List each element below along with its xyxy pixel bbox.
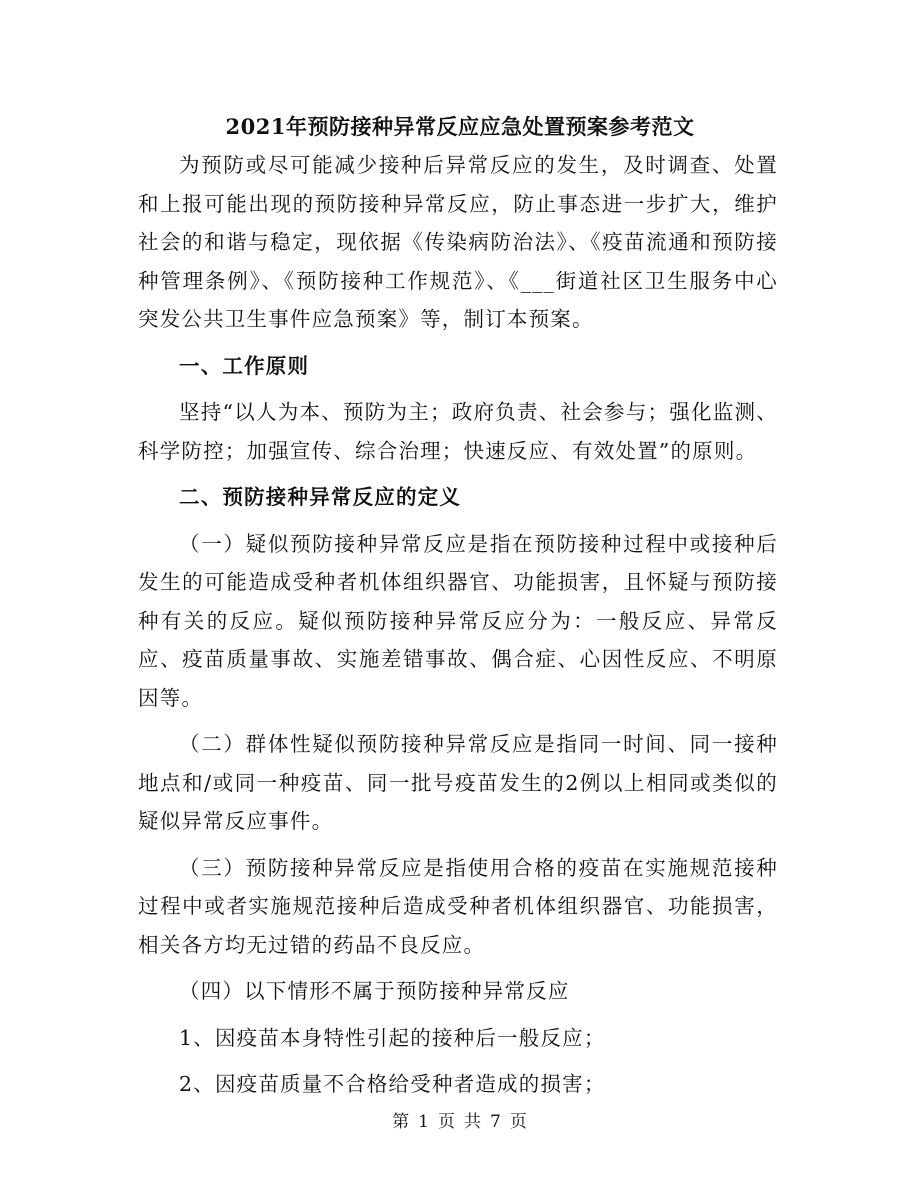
footer-current-page: 1 <box>418 1112 430 1132</box>
footer-total-pages: 7 <box>490 1112 502 1132</box>
paragraph-definition-1: （一）疑似预防接种异常反应是指在预防接种过程中或接种后发生的可能造成受种者机体组织器官、功能损害，且怀疑与预防接种有关的反应。疑似预防接种异常反应分为：一般反应、异常反应、疫苗质量事故、实施差错事故、偶合症、心因性反应、不明原因等。 <box>138 531 778 710</box>
paragraph-intro: 为预防或尽可能减少接种后异常反应的发生，及时调查、处置和上报可能出现的预防接种异常反应，防止事态进一步扩大，维护社会的和谐与稳定，现依据《传染病防治法》、《疫苗流通和预防接种管理条例》、《预防接种工作规范》、《___街道社区卫生服务中心突发公共卫生事件应急预案》等，制订本预案。 <box>138 153 778 331</box>
footer-label-total: 共 <box>464 1112 482 1132</box>
footer-label-page-unit: 页 <box>438 1112 456 1132</box>
section-heading-definitions: 二、预防接种异常反应的定义 <box>179 485 462 509</box>
document-body <box>138 146 778 1112</box>
section-heading-principles: 一、工作原则 <box>179 353 310 378</box>
paragraph-definition-4: （四）以下情形不属于预防接种异常反应 <box>179 979 570 1003</box>
list-item-2: 2、因疫苗质量不合格给受种者造成的损害； <box>179 1072 606 1096</box>
list-item-1: 1、因疫苗本身特性引起的接种后一般反应； <box>179 1025 606 1050</box>
paragraph-definition-2: （二）群体性疑似预防接种异常反应是指同一时间、同一接种地点和/或同一种疫苗、同一批号疫苗发生的2例以上相同或类似的疑似异常反应事件。 <box>138 732 778 833</box>
paragraph-definition-3: （三）预防接种异常反应是指使用合格的疫苗在实施规范接种过程中或者实施规范接种后造成受种者机体组织器官、功能损害，相关各方均无过错的药品不良反应。 <box>138 855 778 957</box>
footer-label-page: 第 <box>392 1112 411 1132</box>
paragraph-principles: 坚持“以人为本、预防为主；政府负责、社会参与；强化监测、科学防控；加强宣传、综合治理；快速反应、有效处置”的原则。 <box>138 400 778 463</box>
document-title: 2021年预防接种异常反应应急处置预案参考范文 <box>225 114 695 139</box>
page-footer <box>0 1110 920 1134</box>
footer-label-total-unit: 页 <box>509 1112 528 1132</box>
